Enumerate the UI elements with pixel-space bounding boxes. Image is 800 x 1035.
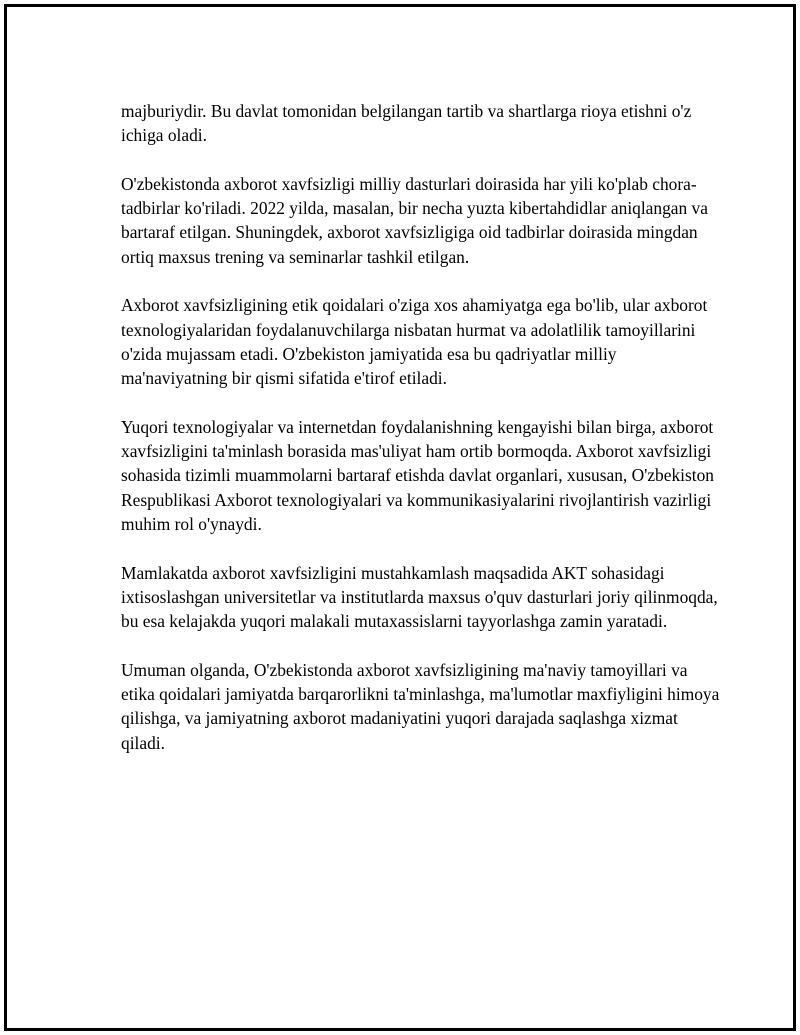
document-page [4, 4, 796, 1031]
paragraph-4: Yuqori texnologiyalar va internetdan foydalanishning kengayishi bilan birga, axborot xavfsizligini ta'minlash borasida mas'uliyat ham ortib bormoqda. Axborot xavfsizligi sohasida tizimli muammolarni bartaraf etishda davlat organlari, xususan, O'zbekiston Respublikasi Axborot texnologiyalari va kommunikasiyalarini rivojlantirish vazirligi muhim rol o'ynaydi. [121, 416, 714, 535]
paragraph-6: Umuman olganda, O'zbekistonda axborot xavfsizligining ma'naviy tamoyillari va etika qoidalari jamiyatda barqarorlikni ta'minlashga, ma'lumotlar maxfiyligini himoya qilishga, va jamiyatning axborot madaniyatini yuqori darajada saqlashga xizmat qiladi. [121, 659, 720, 753]
paragraph-1: majburiydir. Bu davlat tomonidan belgilangan tartib va shartlarga rioya etishni o'z ichiga oladi. [121, 101, 692, 146]
paragraph-3: Axborot xavfsizligining etik qoidalari o'ziga xos ahamiyatga ega bo'lib, ular axborot texnologiyalaridan foydalanuvchilarga nisbatan hurmat va adolatlilik tamoyillarini o'zida mujassam etadi. O'zbekiston jamiyatida esa bu qadriyatlar milliy ma'naviyatning bir qismi sifatida e'tirof etiladi. [121, 295, 708, 389]
document-body [121, 99, 721, 779]
paragraph-2: O'zbekistonda axborot xavfsizligi milliy dasturlari doirasida har yili ko'plab chora-tadbirlar ko'riladi. 2022 yilda, masalan, bir necha yuzta kibertahdidlar aniqlangan va bartaraf etilgan. Shuningdek, axborot xavfsizligiga oid tadbirlar doirasida mingdan ortiq maxsus trening va seminarlar tashkil etilgan. [121, 173, 708, 267]
paragraph-5: Mamlakatda axborot xavfsizligini mustahkamlash maqsadida AKT sohasidagi ixtisoslashgan universitetlar va institutlarda maxsus o'quv dasturlari joriy qilinmoqda, bu esa kelajakda yuqori malakali mutaxassislarni tayyorlashga zamin yaratadi. [121, 562, 718, 632]
